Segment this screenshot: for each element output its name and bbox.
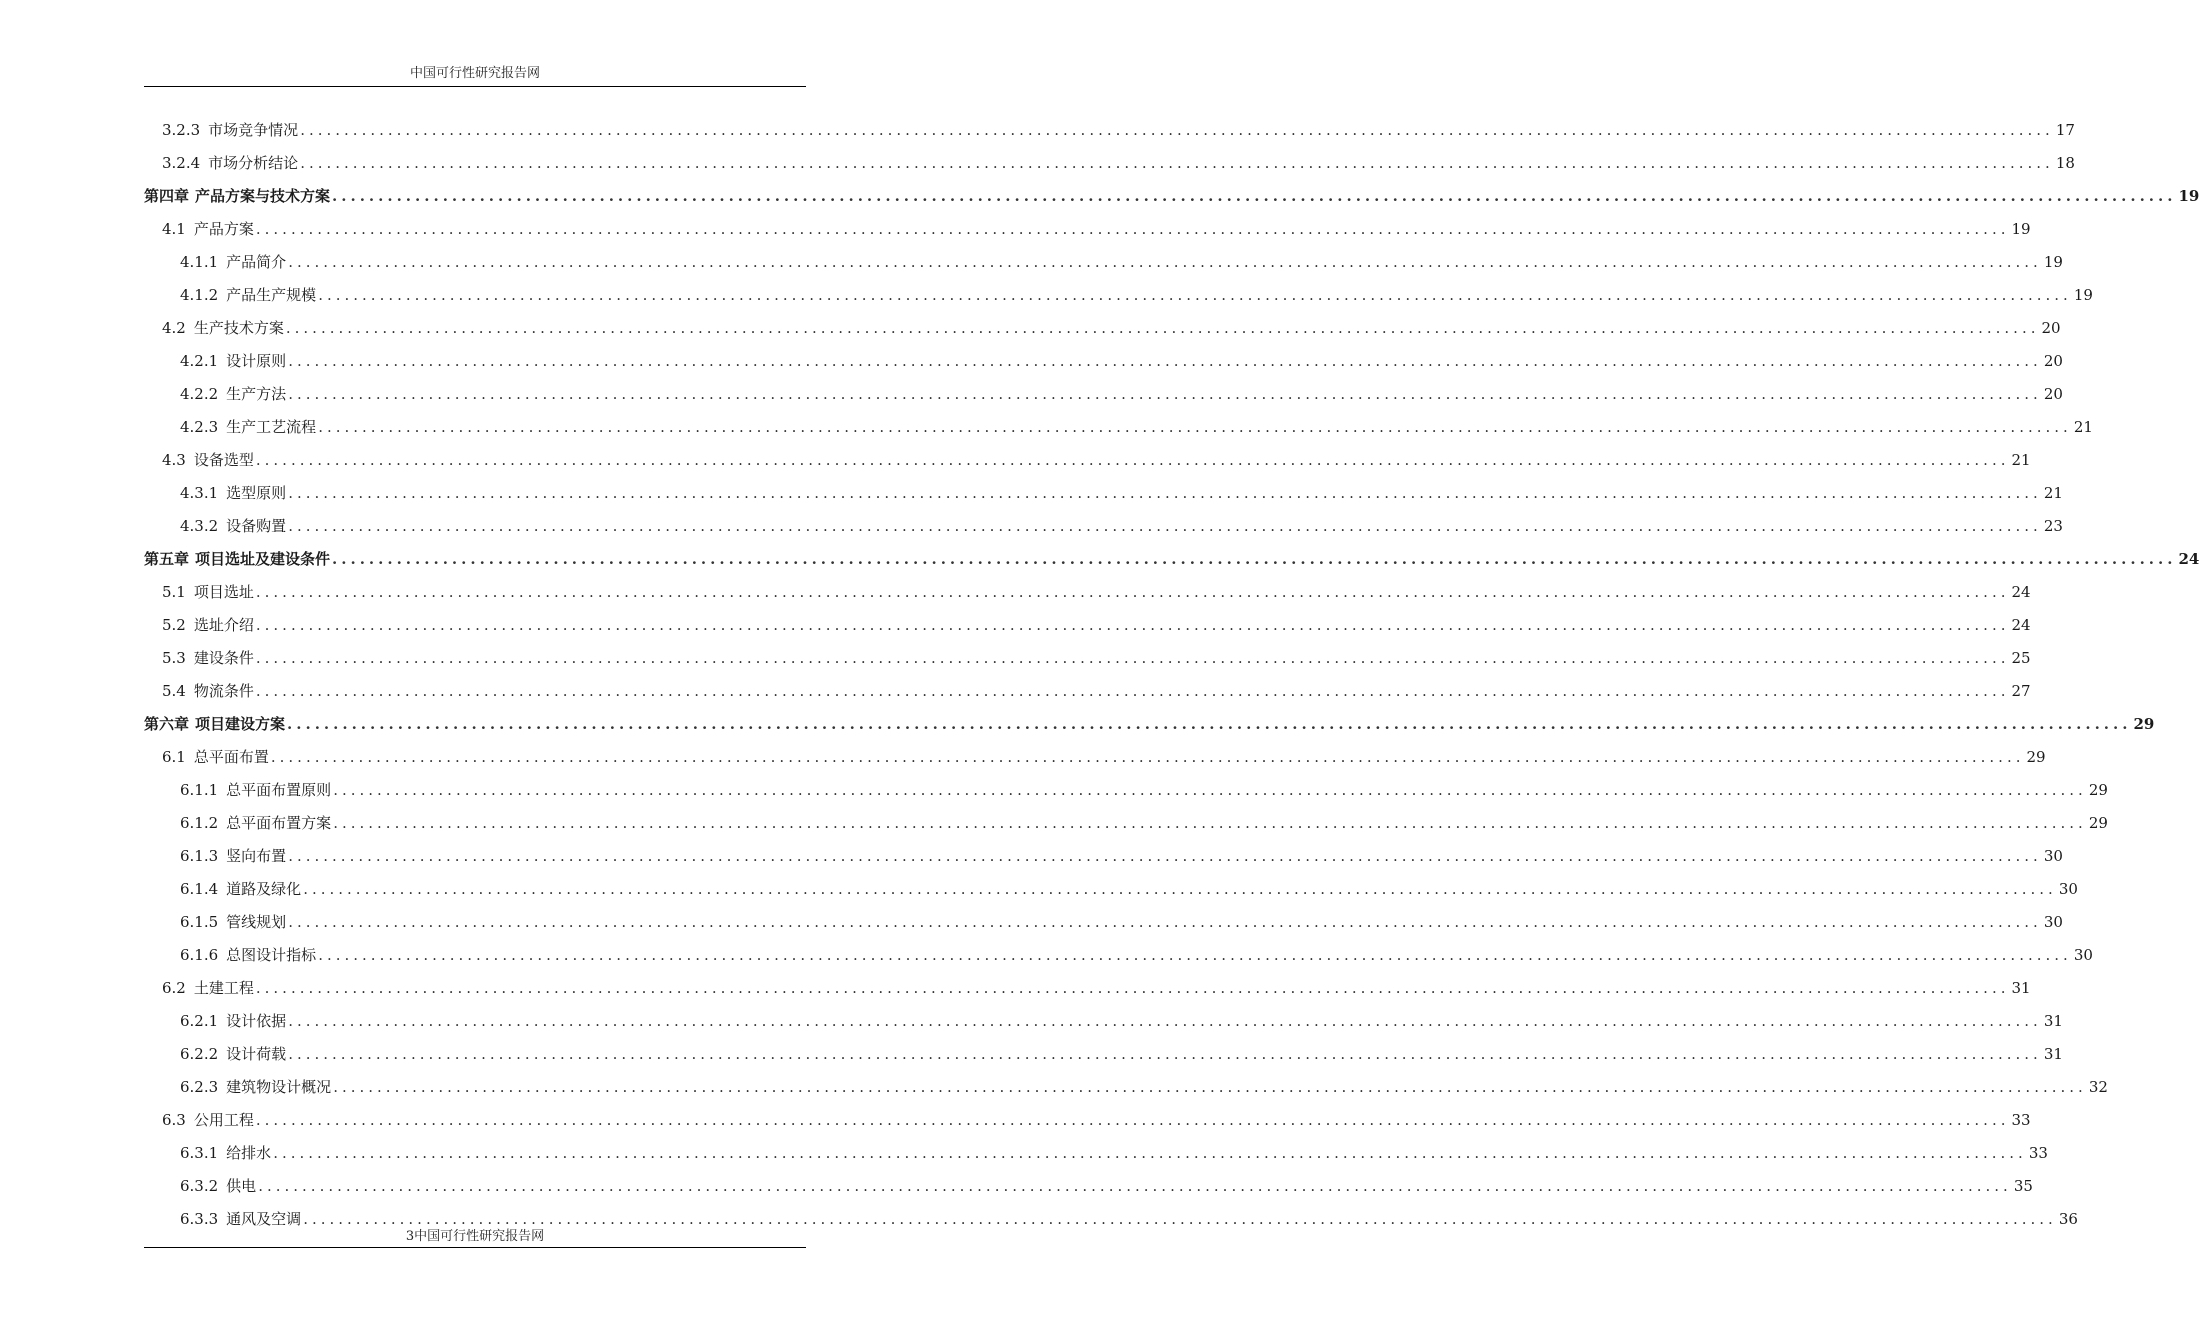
toc-entry-text: 通风及空调 [226,1209,302,1228]
toc-leader-dots: ........................................................................................................................................................................................................ [333,1077,2087,1096]
toc-entry[interactable] [144,905,2063,938]
toc-entry-text: 市场竞争情况 [208,120,299,139]
toc-leader-dots: ........................................................................................................................................................................................................ [287,714,2132,733]
toc-leader-dots: ........................................................................................................................................................................................................ [318,945,2072,964]
toc-entry-text: 选址介绍 [193,615,254,634]
toc-entry-number: 6.2.2 [180,1044,219,1063]
toc-entry[interactable] [144,377,2063,410]
toc-entry[interactable] [144,971,2031,1004]
toc-entry-number: 4.2.3 [180,417,219,436]
toc-entry-page: 24 [2178,549,2199,568]
toc-entry-text: 产品简介 [226,252,287,271]
toc-entry[interactable] [144,212,2031,245]
toc-entry-number: 3.2.3 [162,120,201,139]
toc-entry[interactable] [144,542,2199,575]
toc-entry[interactable] [144,1136,2048,1169]
page-footer [144,1229,806,1245]
toc-entry-title [144,714,285,734]
toc-entry-page: 25 [2011,648,2031,667]
toc-entry-page: 27 [2011,681,2031,700]
toc-leader-dots: ........................................................................................................................................................................................................ [333,780,2087,799]
toc-entry-page: 29 [2088,780,2108,799]
toc-entry-page: 19 [2073,285,2093,304]
toc-entry[interactable] [144,806,2108,839]
toc-entry[interactable] [144,113,2075,146]
toc-entry[interactable] [144,146,2075,179]
toc-leader-dots: ........................................................................................................................................................................................................ [255,978,2010,997]
toc-entry[interactable] [144,476,2063,509]
toc-entry-number: 6.2.3 [180,1077,219,1096]
toc-entry-page: 36 [2058,1209,2078,1228]
toc-entry-text: 设备选型 [193,450,254,469]
toc-entry[interactable] [144,575,2031,608]
header-rule [144,86,806,87]
toc-entry-number: 6.3.3 [180,1209,219,1228]
toc-entry[interactable] [144,344,2063,377]
toc-entry-text: 产品方案与技术方案 [195,186,331,205]
toc-entry-page: 19 [2178,186,2199,205]
toc-entry-text: 产品生产规模 [226,285,317,304]
toc-entry-page: 31 [2043,1011,2063,1030]
toc-entry-number: 4.3 [162,450,186,469]
toc-entry-number: 6.1 [162,747,186,766]
toc-entry-page: 33 [2011,1110,2031,1129]
toc-entry-title [162,615,254,635]
toc-entry[interactable] [144,311,2061,344]
toc-entry-number: 4.2.1 [180,351,219,370]
toc-entry-title [162,747,269,767]
page-header-title: 中国可行性研究报告网 [409,66,540,81]
toc-entry-title [162,120,298,140]
toc-leader-dots: ........................................................................................................................................................................................................ [288,846,2042,865]
toc-entry-title [180,285,316,305]
toc-entry-title [180,384,286,404]
toc-entry-page: 20 [2043,384,2063,403]
toc-entry-number: 5.2 [162,615,186,634]
toc-entry-number: 5.1 [162,582,186,601]
toc-entry-text: 建筑物设计概况 [226,1077,332,1096]
footer-title: 中国可行性研究报告网 [414,1229,545,1244]
toc-entry-title [162,219,254,239]
toc-entry-page: 35 [2013,1176,2033,1195]
toc-entry[interactable] [144,707,2155,740]
toc-entry[interactable] [144,410,2093,443]
toc-entry-page: 24 [2011,615,2031,634]
toc-leader-dots: ........................................................................................................................................................................................................ [255,582,2010,601]
toc-entry[interactable] [144,674,2031,707]
toc-entry-title [162,318,284,338]
toc-entry[interactable] [144,245,2063,278]
toc-entry-title [180,1176,256,1196]
toc-entry-title [180,516,286,536]
toc-entry-title [180,945,316,965]
toc-entry-number: 6.3.2 [180,1176,219,1195]
toc-entry-text: 土建工程 [193,978,254,997]
toc-entry[interactable] [144,278,2093,311]
toc-entry-page: 29 [2088,813,2108,832]
toc-entry-text: 选型原则 [226,483,287,502]
toc-entry-page: 33 [2028,1143,2048,1162]
toc-entry-page: 24 [2011,582,2031,601]
toc-leader-dots: ........................................................................................................................................................................................................ [255,615,2010,634]
toc-entry-title [180,846,286,866]
toc-entry-title [180,417,316,437]
toc-entry-text: 给排水 [226,1143,272,1162]
toc-entry-title [144,549,330,569]
toc-entry[interactable] [144,839,2063,872]
toc-entry-number: 6.1.5 [180,912,219,931]
toc-entry-title [162,450,254,470]
toc-leader-dots: ........................................................................................................................................................................................................ [288,252,2042,271]
toc-entry-number: 6.3 [162,1110,186,1129]
toc-entry-number: 4.1.1 [180,252,219,271]
toc-entry-page: 21 [2011,450,2031,469]
toc-entry-text: 市场分析结论 [208,153,299,172]
toc-entry-title [180,780,331,800]
toc-entry[interactable] [144,1103,2031,1136]
toc-entry-number: 5.3 [162,648,186,667]
toc-entry-title [162,582,254,602]
toc-entry-page: 19 [2043,252,2063,271]
toc-entry[interactable] [144,608,2031,641]
toc-entry-page: 21 [2073,417,2093,436]
toc-entry[interactable] [144,1169,2033,1202]
toc-entry-text: 生产方法 [226,384,287,403]
toc-entry-title [180,351,286,371]
toc-entry-title [144,186,330,206]
toc-entry-text: 生产工艺流程 [226,417,317,436]
toc-entry-number: 6.2 [162,978,186,997]
toc-entry-number: 4.2.2 [180,384,219,403]
toc-entry-page: 30 [2043,912,2063,931]
toc-leader-dots: ........................................................................................................................................................................................................ [270,747,2025,766]
toc-leader-dots: ........................................................................................................................................................................................................ [300,120,2054,139]
toc-entry-text: 设计依据 [226,1011,287,1030]
toc-entry-number: 6.2.1 [180,1011,219,1030]
toc-leader-dots: ........................................................................................................................................................................................................ [255,219,2010,238]
toc-entry-text: 项目选址及建设条件 [195,549,331,568]
toc-entry-title [162,1110,254,1130]
toc-entry[interactable] [144,740,2046,773]
toc-entry-text: 总平面布置原则 [226,780,332,799]
toc-leader-dots: ........................................................................................................................................................................................................ [288,516,2042,535]
toc-entry-text: 道路及绿化 [226,879,302,898]
toc-entry[interactable] [144,872,2078,905]
toc-entry-number: 第四章 [144,186,190,205]
toc-entry-text: 总图设计指标 [226,945,317,964]
toc-entry-title [180,1011,286,1031]
toc-entry[interactable] [144,938,2093,971]
toc-leader-dots: ........................................................................................................................................................................................................ [333,813,2087,832]
toc-entry-text: 竖向布置 [226,846,287,865]
toc-leader-dots: ........................................................................................................................................................................................................ [285,318,2040,337]
toc-leader-dots: ........................................................................................................................................................................................................ [288,912,2042,931]
toc-entry-title [180,1044,286,1064]
toc-entry-number: 6.3.1 [180,1143,219,1162]
toc-entry-page: 29 [2026,747,2046,766]
table-of-contents [144,113,2199,1235]
toc-leader-dots: ........................................................................................................................................................................................................ [303,879,2057,898]
toc-entry-page: 32 [2088,1077,2108,1096]
toc-leader-dots: ........................................................................................................................................................................................................ [288,351,2042,370]
toc-entry-number: 6.1.1 [180,780,219,799]
toc-leader-dots: ........................................................................................................................................................................................................ [273,1143,2027,1162]
toc-entry-number: 4.3.2 [180,516,219,535]
toc-entry-page: 18 [2055,153,2075,172]
toc-leader-dots: ........................................................................................................................................................................................................ [288,384,2042,403]
toc-entry[interactable] [144,1070,2108,1103]
toc-leader-dots: ........................................................................................................................................................................................................ [255,450,2010,469]
toc-entry-number: 4.1.2 [180,285,219,304]
toc-leader-dots: ........................................................................................................................................................................................................ [255,681,2010,700]
toc-entry-text: 供电 [226,1176,257,1195]
toc-entry-title [180,813,331,833]
toc-entry-page: 31 [2043,1044,2063,1063]
toc-entry-title [180,912,286,932]
toc-entry-page: 31 [2011,978,2031,997]
toc-leader-dots: ........................................................................................................................................................................................................ [288,1044,2042,1063]
toc-entry-number: 4.1 [162,219,186,238]
toc-entry-title [180,879,301,899]
toc-entry-page: 20 [2041,318,2061,337]
toc-leader-dots: ........................................................................................................................................................................................................ [318,285,2072,304]
toc-leader-dots: ........................................................................................................................................................................................................ [288,483,2042,502]
page-number: 3 [405,1229,415,1244]
toc-entry-text: 公用工程 [193,1110,254,1129]
toc-entry-title [180,1143,271,1163]
toc-entry-number: 4.3.1 [180,483,219,502]
toc-leader-dots: ........................................................................................................................................................................................................ [318,417,2072,436]
toc-entry-text: 设计原则 [226,351,287,370]
toc-entry-title [162,648,254,668]
toc-leader-dots: ........................................................................................................................................................................................................ [255,1110,2010,1129]
toc-entry-title [180,252,286,272]
toc-entry-number: 6.1.3 [180,846,219,865]
toc-entry-text: 管线规划 [226,912,287,931]
toc-entry-text: 物流条件 [193,681,254,700]
toc-entry[interactable] [144,179,2199,212]
toc-leader-dots: ........................................................................................................................................................................................................ [332,549,2177,568]
toc-leader-dots: ........................................................................................................................................................................................................ [300,153,2054,172]
toc-entry[interactable] [144,443,2031,476]
toc-entry-title [180,1209,301,1229]
toc-entry[interactable] [144,1004,2063,1037]
toc-entry-number: 3.2.4 [162,153,201,172]
toc-entry-page: 23 [2043,516,2063,535]
footer-rule [144,1247,806,1248]
toc-entry-page: 17 [2055,120,2075,139]
toc-entry-text: 设备购置 [226,516,287,535]
toc-entry-title [162,681,254,701]
toc-entry-text: 项目建设方案 [195,714,286,733]
toc-entry-number: 4.2 [162,318,186,337]
toc-entry-text: 总平面布置 [193,747,269,766]
toc-entry-page: 30 [2043,846,2063,865]
toc-entry-number: 第五章 [144,549,190,568]
toc-entry-text: 项目选址 [193,582,254,601]
toc-leader-dots: ........................................................................................................................................................................................................ [332,186,2177,205]
toc-leader-dots: ........................................................................................................................................................................................................ [255,648,2010,667]
toc-entry-page: 30 [2073,945,2093,964]
toc-entry-text: 生产技术方案 [193,318,284,337]
toc-leader-dots: ........................................................................................................................................................................................................ [258,1176,2012,1195]
toc-entry-title [180,483,286,503]
toc-entry[interactable] [144,1037,2063,1070]
toc-entry[interactable] [144,773,2108,806]
toc-entry-number: 5.4 [162,681,186,700]
toc-entry-text: 设计荷载 [226,1044,287,1063]
toc-entry-text: 产品方案 [193,219,254,238]
toc-entry-number: 6.1.6 [180,945,219,964]
toc-entry[interactable] [144,641,2031,674]
toc-entry-title [162,153,298,173]
toc-entry-text: 总平面布置方案 [226,813,332,832]
toc-entry-number: 6.1.2 [180,813,219,832]
toc-entry-page: 30 [2058,879,2078,898]
toc-entry-page: 21 [2043,483,2063,502]
toc-entry-page: 29 [2133,714,2155,733]
toc-leader-dots: ........................................................................................................................................................................................................ [303,1209,2057,1228]
toc-entry-text: 建设条件 [193,648,254,667]
toc-entry-number: 第六章 [144,714,190,733]
toc-entry[interactable] [144,509,2063,542]
toc-entry-page: 20 [2043,351,2063,370]
toc-entry-page: 19 [2011,219,2031,238]
toc-entry-title [162,978,254,998]
toc-entry-number: 6.1.4 [180,879,219,898]
toc-leader-dots: ........................................................................................................................................................................................................ [288,1011,2042,1030]
toc-entry-title [180,1077,331,1097]
